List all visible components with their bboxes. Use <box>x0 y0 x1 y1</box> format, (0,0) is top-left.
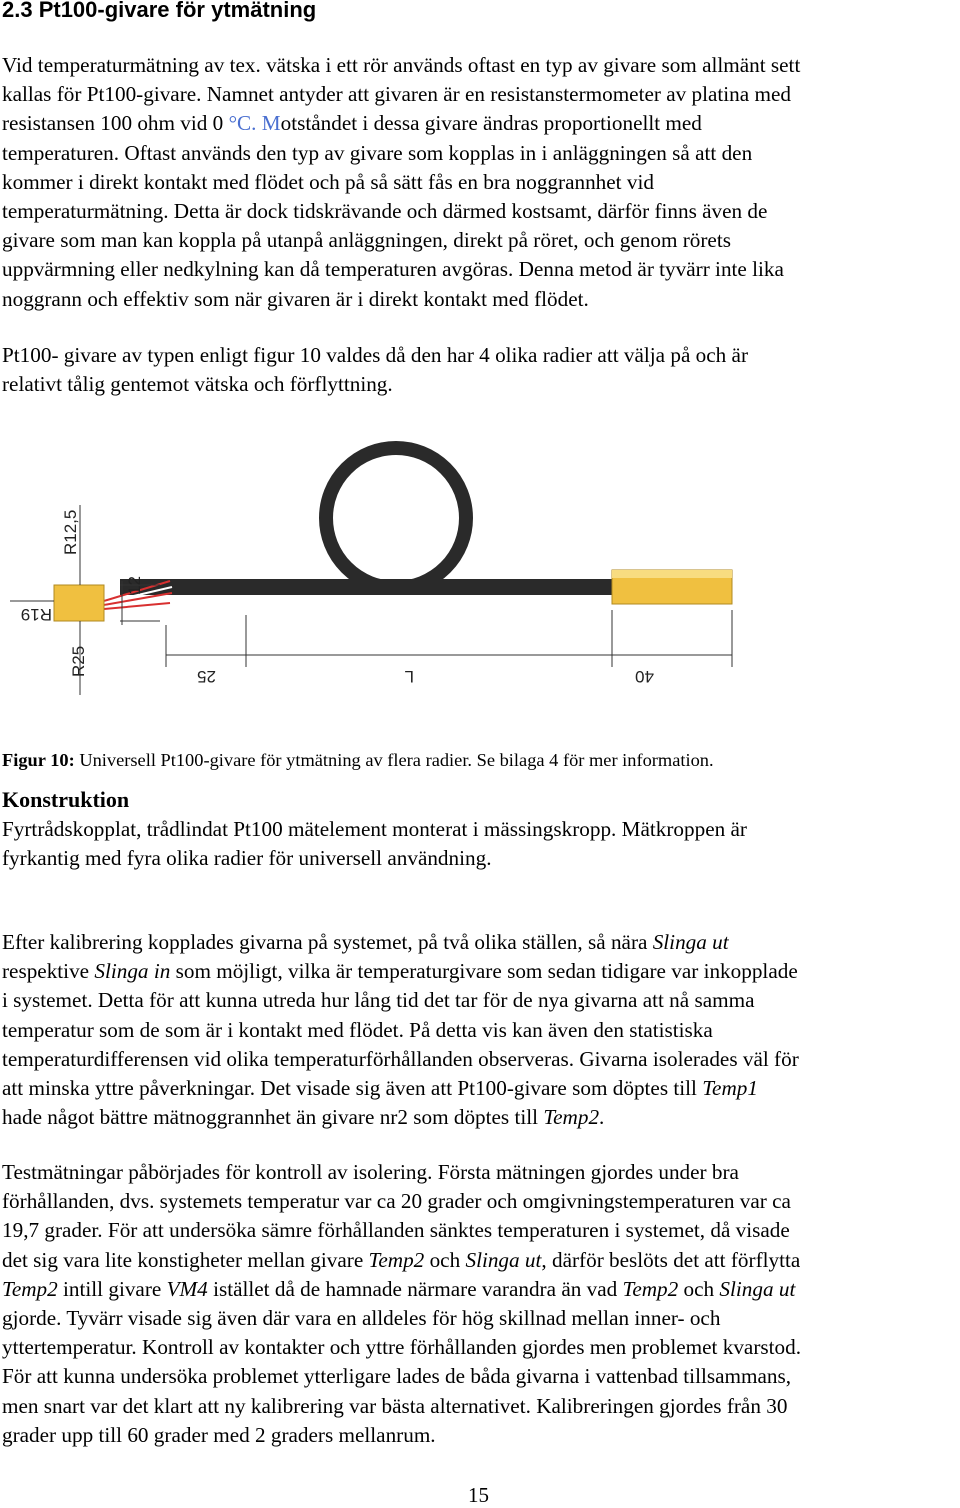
dim-label-l: L <box>404 667 414 686</box>
text-line: kallas för Pt100-givare. Namnet antyder att givaren är en resistanstermometer av platina med <box>2 82 791 107</box>
italic-term: Slinga in <box>94 959 171 984</box>
text-line: Pt100- givare av typen enligt figur 10 valdes då den har 4 olika radier att välja på och är <box>2 343 749 367</box>
text-line <box>2 1275 960 1304</box>
text-line: men snart var det klart att ny kalibrering var bästa alternativet. Kalibreringen gjordes från 30 <box>2 1393 788 1418</box>
text-line <box>2 1246 960 1275</box>
cable-loop <box>326 448 466 588</box>
text-line <box>2 1074 960 1103</box>
text-span: respektive <box>2 959 95 984</box>
text-span: resistansen 100 ohm vid 0 <box>2 111 229 136</box>
text-span: och <box>424 1247 466 1272</box>
dim-label-r25: R25 <box>69 645 88 677</box>
section-heading: 2.3 Pt100-givare för ytmätning <box>2 0 317 22</box>
text-line: i systemet. Detta för att kunna utreda hur lång tid det tar för de nya givarna att nå samma <box>2 988 755 1013</box>
dim-label-40: 40 <box>635 667 654 686</box>
text-line: temperaturmätning. Detta är dock tidskrävande och därmed kostsamt, därför finns även de <box>2 199 768 224</box>
text-line: yttertemperatur. Kontroll av kontakter och yttre förhållanden gjordes men problemet kvarstod. <box>2 1335 801 1360</box>
text-span: istället då de hamnade närmare varandra än vad <box>207 1276 623 1301</box>
text-span: . <box>599 1105 605 1130</box>
text-line: kommer i direkt kontakt med flödet och på så sätt fås en bra noggrannhet vid <box>2 169 654 194</box>
text-line <box>2 928 960 957</box>
testing-paragraph <box>2 1158 960 1450</box>
text-line: uppvärmning eller nedkylning kan då temperaturen avgöras. Denna metod är tyvärr inte lika <box>2 257 784 282</box>
text-line: grader upp till 60 grader med 2 graders mellanrum. <box>2 1422 436 1447</box>
text-line: givare som man kan koppla på utanpå anläggningen, direkt på röret, och genom rörets <box>2 228 731 253</box>
temperature-unit: °C. <box>228 111 257 136</box>
text-line: temperaturdifferensen vid olika temperaturförhållanden observeras. Givarna isolerades väl för <box>2 1046 799 1071</box>
text-line: 19,7 grader. För att undersöka sämre förhållanden sänktes temperaturen i systemet, då visade <box>2 1218 790 1243</box>
text-line: noggrann och effektiv som när givaren är i direkt kontakt med flödet. <box>2 286 589 311</box>
italic-term: VM4 <box>166 1276 208 1301</box>
text-line: Testmätningar påbörjades för kontroll av isolering. Första mätningen gjordes under bra <box>2 1160 739 1184</box>
text-span: Efter kalibrering kopplades givarna på systemet, på två olika ställen, så nära <box>2 930 653 954</box>
italic-term: Slinga ut <box>465 1247 542 1272</box>
dim-label-12: 12 <box>125 576 144 595</box>
text-line: temperaturen. Oftast används den typ av givare som kopplas in i anläggningen så att den <box>2 140 753 165</box>
construction-heading: Konstruktion <box>2 787 130 812</box>
text-line <box>2 957 960 986</box>
page-number: 15 <box>468 1483 489 1507</box>
caption-label: Figur 10: <box>2 750 75 770</box>
text-span: som möjligt, vilka är temperaturgivare som sedan tidigare var inkopplade <box>170 959 798 984</box>
caption-text: Universell Pt100-givare för ytmätning av flera radier. Se bilaga 4 för mer information. <box>74 750 714 770</box>
dim-label-25: 25 <box>197 667 216 686</box>
italic-term: Slinga ut <box>719 1276 796 1301</box>
choice-paragraph <box>2 341 960 399</box>
construction-paragraph <box>2 815 960 873</box>
intro-paragraph <box>2 51 960 314</box>
text-line: fyrkantig med fyra olika radier för universell användning. <box>2 846 492 871</box>
italic-term: Temp2 <box>543 1105 600 1130</box>
text-line: förhållanden, dvs. systemets temperatur var ca 20 grader och omgivningstemperaturen var ca <box>2 1189 791 1214</box>
text-line: gjorde. Tyvärr visade sig även där vara en alldeles för hög skillnad mellan inner- och <box>2 1306 721 1331</box>
sensor-highlight <box>612 570 732 578</box>
text-span: och <box>678 1276 720 1301</box>
sensor-end-block <box>54 585 104 621</box>
italic-term: Temp1 <box>702 1076 758 1101</box>
figure-caption <box>2 748 714 772</box>
italic-term: Temp2 <box>2 1276 58 1301</box>
text-line: relativt tålig gentemot vätska och förflyttning. <box>2 372 393 397</box>
text-line: temperatur som de som är i kontakt med flödet. På detta vis kan även den statistiska <box>2 1017 713 1042</box>
text-span: intill givare <box>57 1276 167 1301</box>
text-line <box>2 1103 960 1132</box>
pt100-sensor-figure <box>0 405 760 715</box>
italic-term: Temp2 <box>622 1276 679 1301</box>
dim-label-r19: R19 <box>20 605 52 624</box>
dim-label-r12-5: R12,5 <box>61 509 80 555</box>
text-span: att minska yttre påverkningar. Det visade sig även att Pt100-givare som döptes till <box>2 1076 703 1101</box>
text-line <box>2 109 960 138</box>
italic-term: Temp2 <box>368 1247 425 1272</box>
text-line: Vid temperaturmätning av tex. vätska i ett rör används oftast en typ av givare som allmänt sett <box>2 53 801 77</box>
text-span: otståndet i dessa givare ändras proportionellt med <box>280 111 702 136</box>
italic-term: Slinga ut <box>652 930 729 954</box>
highlight-letter: M <box>261 111 281 136</box>
calibration-paragraph <box>2 928 960 1132</box>
text-line: För att kunna undersöka problemet ytterligare lades de båda givarna i vattenbad tillsammans, <box>2 1364 791 1389</box>
text-span: hade något bättre mätnoggrannhet än givare nr2 som döptes till <box>2 1105 544 1130</box>
text-span: det sig vara lite konstigheter mellan givare <box>2 1247 369 1272</box>
text-line: Fyrtrådskopplat, trådlindat Pt100 mätelement monterat i mässingskropp. Mätkroppen är <box>2 817 747 841</box>
text-span: , därför beslöts det att förflytta <box>541 1247 801 1272</box>
